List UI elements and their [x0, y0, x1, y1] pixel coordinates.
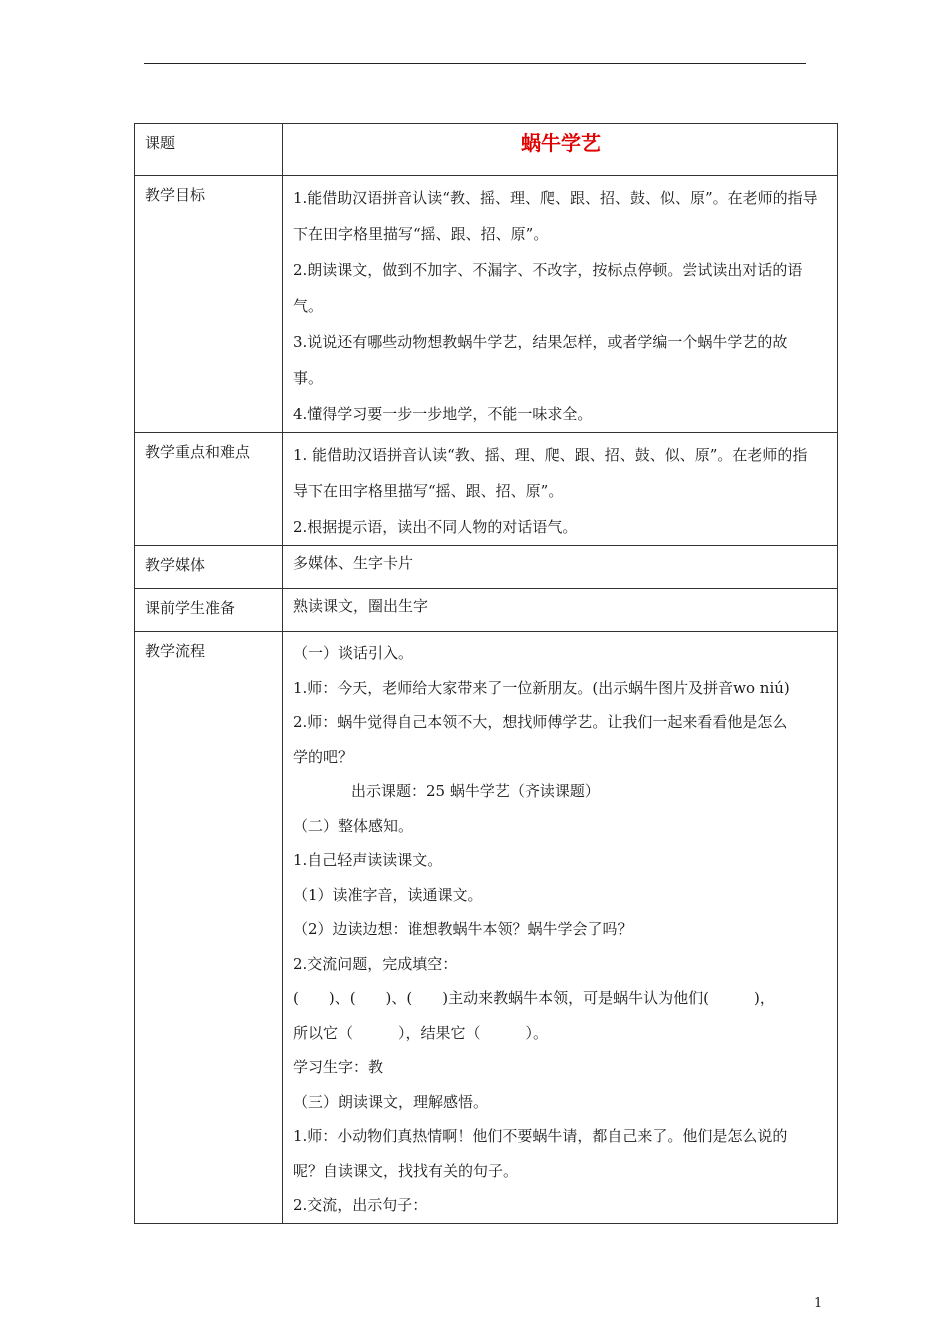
process-line: 2.交流问题，完成填空： [293, 954, 458, 973]
objective-line: 4.懂得学习要一步一步地学，不能一味求全。 [293, 405, 593, 423]
preparation-text: 熟读课文，圈出生字 [293, 597, 429, 615]
table-row-preparation [135, 589, 838, 632]
header-rule [144, 63, 806, 64]
table-row-key-points [135, 433, 838, 546]
objective-line: 下在田字格里描写“摇、跟、招、原”。 [293, 225, 549, 243]
objective-line: 事。 [293, 369, 324, 387]
row-label-key-points: 教学重点和难点 [135, 433, 283, 546]
process-line: （一）谈话引入。 [293, 644, 414, 662]
objective-line: 2.朗读课文，做到不加字、不漏字、不改字，按标点停顿。尝试读出对话的语 [293, 261, 803, 279]
objectives-cell [283, 176, 838, 433]
objective-line: 1.能借助汉语拼音认读“教、摇、理、爬、跟、招、鼓、似、原”。在老师的指导 [293, 189, 818, 207]
process-line: （2）边读边想：谁想教蜗牛本领？蜗牛学会了吗？ [293, 920, 633, 938]
process-cell [283, 632, 838, 1224]
process-line: 学的吧？ [293, 747, 354, 766]
process-line: 呢？自读课文，找找有关的句子。 [293, 1161, 519, 1180]
media-text: 多媒体、生字卡片 [293, 554, 414, 572]
process-line: 学习生字：教 [293, 1058, 384, 1076]
process-line: 所以它（ ），结果它（ ）。 [293, 1023, 549, 1042]
process-line: 2.师：蜗牛觉得自己本领不大，想找师傅学艺。让我们一起来看看他是怎么 [293, 713, 788, 731]
preparation-cell [283, 589, 838, 632]
process-line: （1）读准字音，读通课文。 [293, 885, 483, 904]
process-line: 2.交流，出示句子： [293, 1196, 428, 1214]
lesson-title-cell [283, 124, 838, 176]
page-number: 1 [814, 1296, 823, 1311]
key-point-line: 2.根据提示语，读出不同人物的对话语气。 [293, 518, 578, 536]
table-row-process [135, 632, 838, 1224]
table-row-topic [135, 124, 838, 176]
row-label-objectives: 教学目标 [135, 176, 283, 433]
objective-line: 气。 [293, 297, 324, 315]
lesson-title: 蜗牛学艺 [521, 131, 601, 155]
media-cell [283, 546, 838, 589]
process-line: 1.师：小动物们真热情啊！他们不要蜗牛请，都自己来了。他们是怎么说的 [293, 1127, 788, 1145]
row-label-preparation: 课前学生准备 [135, 589, 283, 632]
objective-line: 3.说说还有哪些动物想教蜗牛学艺，结果怎样，或者学编一个蜗牛学艺的故 [293, 333, 788, 351]
row-label-process: 教学流程 [135, 632, 283, 1224]
key-point-line: 导下在田字格里描写“摇、跟、招、原”。 [293, 482, 564, 500]
row-label-media: 教学媒体 [135, 546, 283, 589]
process-line: 出示课题：25 蜗牛学艺（齐读课题） [351, 782, 600, 800]
process-line: 1.师：今天，老师给大家带来了一位新朋友。(出示蜗牛图片及拼音wo niú) [293, 678, 790, 697]
process-line: （三）朗读课文，理解感悟。 [293, 1092, 489, 1111]
lesson-plan-table [134, 123, 838, 1224]
process-line: 1.自己轻声读读课文。 [293, 851, 443, 869]
row-label-topic: 课题 [135, 124, 283, 176]
table-row-media [135, 546, 838, 589]
process-line: ( )、( )、( )主动来教蜗牛本领，可是蜗牛认为他们( )， [293, 989, 775, 1007]
key-point-line: 1. 能借助汉语拼音认读“教、摇、理、爬、跟、招、鼓、似、原”。在老师的指 [293, 446, 808, 464]
process-line: （二）整体感知。 [293, 816, 414, 835]
table-row-objectives [135, 176, 838, 433]
key-points-cell [283, 433, 838, 546]
